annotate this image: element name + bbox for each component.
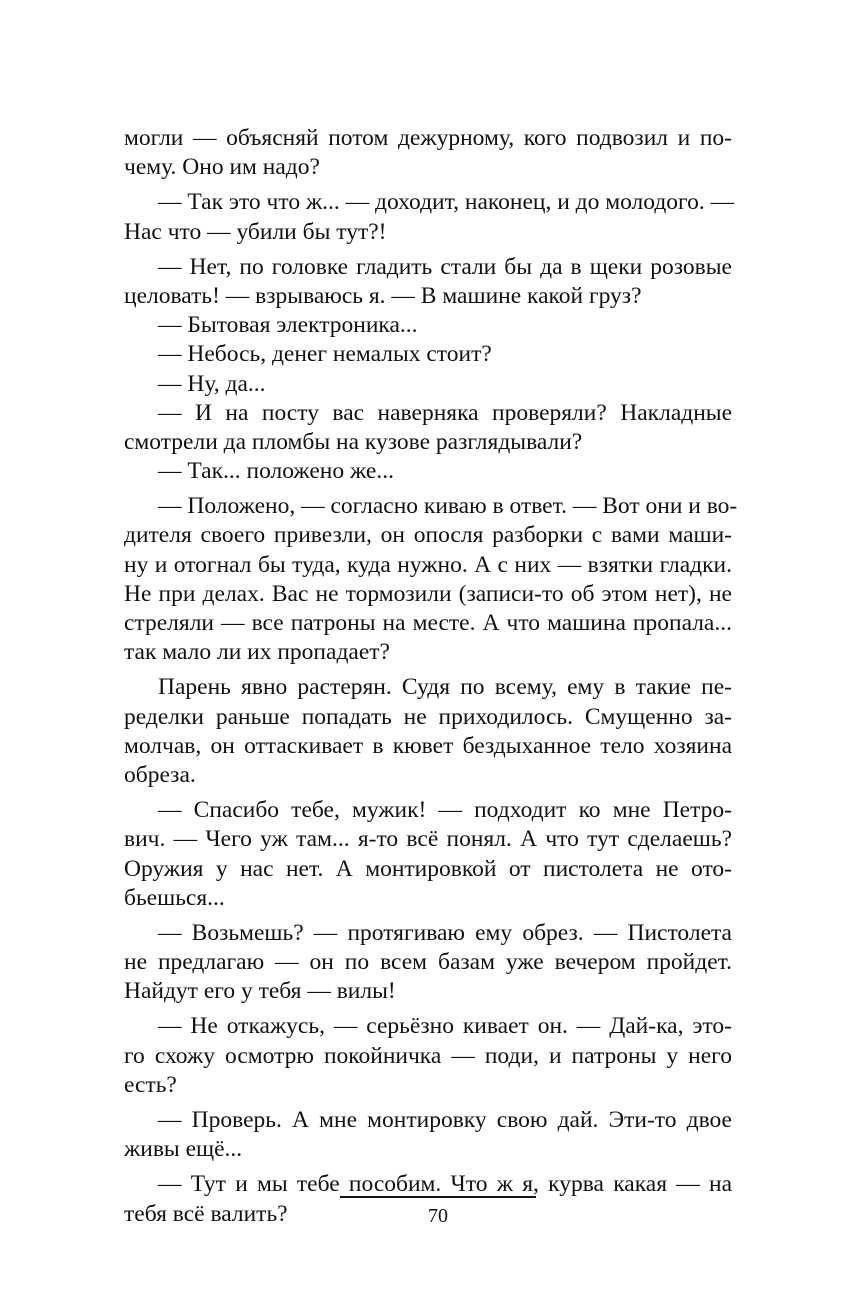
- text-line: — Так... положено же...: [158, 458, 394, 485]
- text-line: Нас что — убили бы тут?!: [124, 218, 387, 245]
- text-line: го схожу осмотрю покойничка — поди, и патроны у него: [124, 1042, 732, 1069]
- text-line: — Не откажусь, — серьёзно кивает он. — Дай-ка, это-: [158, 1013, 732, 1040]
- text-line: живы ещё...: [124, 1136, 243, 1163]
- body-text: [124, 124, 738, 1229]
- text-line: — Так это что ж... — доходит, наконец, и до молодого. —: [158, 189, 735, 216]
- text-line: — Тут и мы тебе пособим. Что ж я, курва какая — на: [158, 1171, 732, 1198]
- text-line: есть?: [124, 1071, 177, 1098]
- text-line: обреза.: [124, 761, 196, 788]
- text-line: — Бытовая электроника...: [158, 312, 418, 339]
- text-line: — Небось, денег немалых стоит?: [158, 341, 492, 368]
- text-line: — Нет, по головке гладить стали бы да в щеки розовые: [158, 253, 732, 280]
- text-line: дителя своего привезли, он опосля разборки с вами маши-: [124, 522, 732, 549]
- page-number: 70: [428, 1205, 448, 1227]
- text-line: смотрели да пломбы на кузове разглядывали?: [124, 428, 583, 455]
- text-line: Найдут его у тебя — вилы!: [124, 978, 396, 1005]
- text-line: ну и отогнал бы туда, куда нужно. А с них — взятки гладки.: [124, 551, 732, 578]
- text-line: — Проверь. А мне монтировку свою дай. Эти-то двое: [158, 1107, 732, 1133]
- text-line: целовать! — взрываюсь я. — В машине какой груз?: [124, 282, 642, 309]
- text-line: — Положено, — согласно киваю в ответ. — Вот они и во-: [158, 493, 738, 520]
- text-line: ределки раньше попадать не приходилось. Смущенно за-: [124, 703, 732, 730]
- text-line: не предлагаю — он по всем базам уже вечером пройдет.: [124, 949, 732, 976]
- text-line: — И на посту вас наверняка проверяли? Накладные: [158, 399, 732, 426]
- text-line: молчав, он оттаскивает в кювет бездыханное тело хозяина: [124, 732, 732, 759]
- text-line: — Возьмешь? — протягиваю ему обрез. — Пистолета: [158, 919, 732, 946]
- text-line: вич. — Чего уж там... я-то всё понял. А что тут сделаешь?: [124, 826, 732, 853]
- footer-rule: [340, 1196, 536, 1198]
- text-line: — Ну, да...: [158, 370, 266, 397]
- text-line: — Спасибо тебе, мужик! — подходит ко мне Петро-: [158, 797, 732, 824]
- text-line: могли — объясняй потом дежурному, кого подвозил и по-: [124, 125, 732, 151]
- text-line: Парень явно растерян. Судя по всему, ему в такие пе-: [158, 674, 732, 701]
- text-line: Не при делах. Вас не тормозили (записи-то об этом нет), не: [124, 580, 732, 607]
- text-line: тебя всё валить?: [124, 1200, 288, 1227]
- text-line: чему. Оно им надо?: [124, 154, 320, 181]
- text-line: Оружия у нас нет. А монтировкой от пистолета не ото-: [124, 855, 732, 882]
- text-line: бьешься...: [124, 884, 225, 911]
- text-line: так мало ли их пропадает?: [124, 639, 390, 666]
- text-line: стреляли — все патроны на месте. А что машина пропала...: [124, 610, 732, 636]
